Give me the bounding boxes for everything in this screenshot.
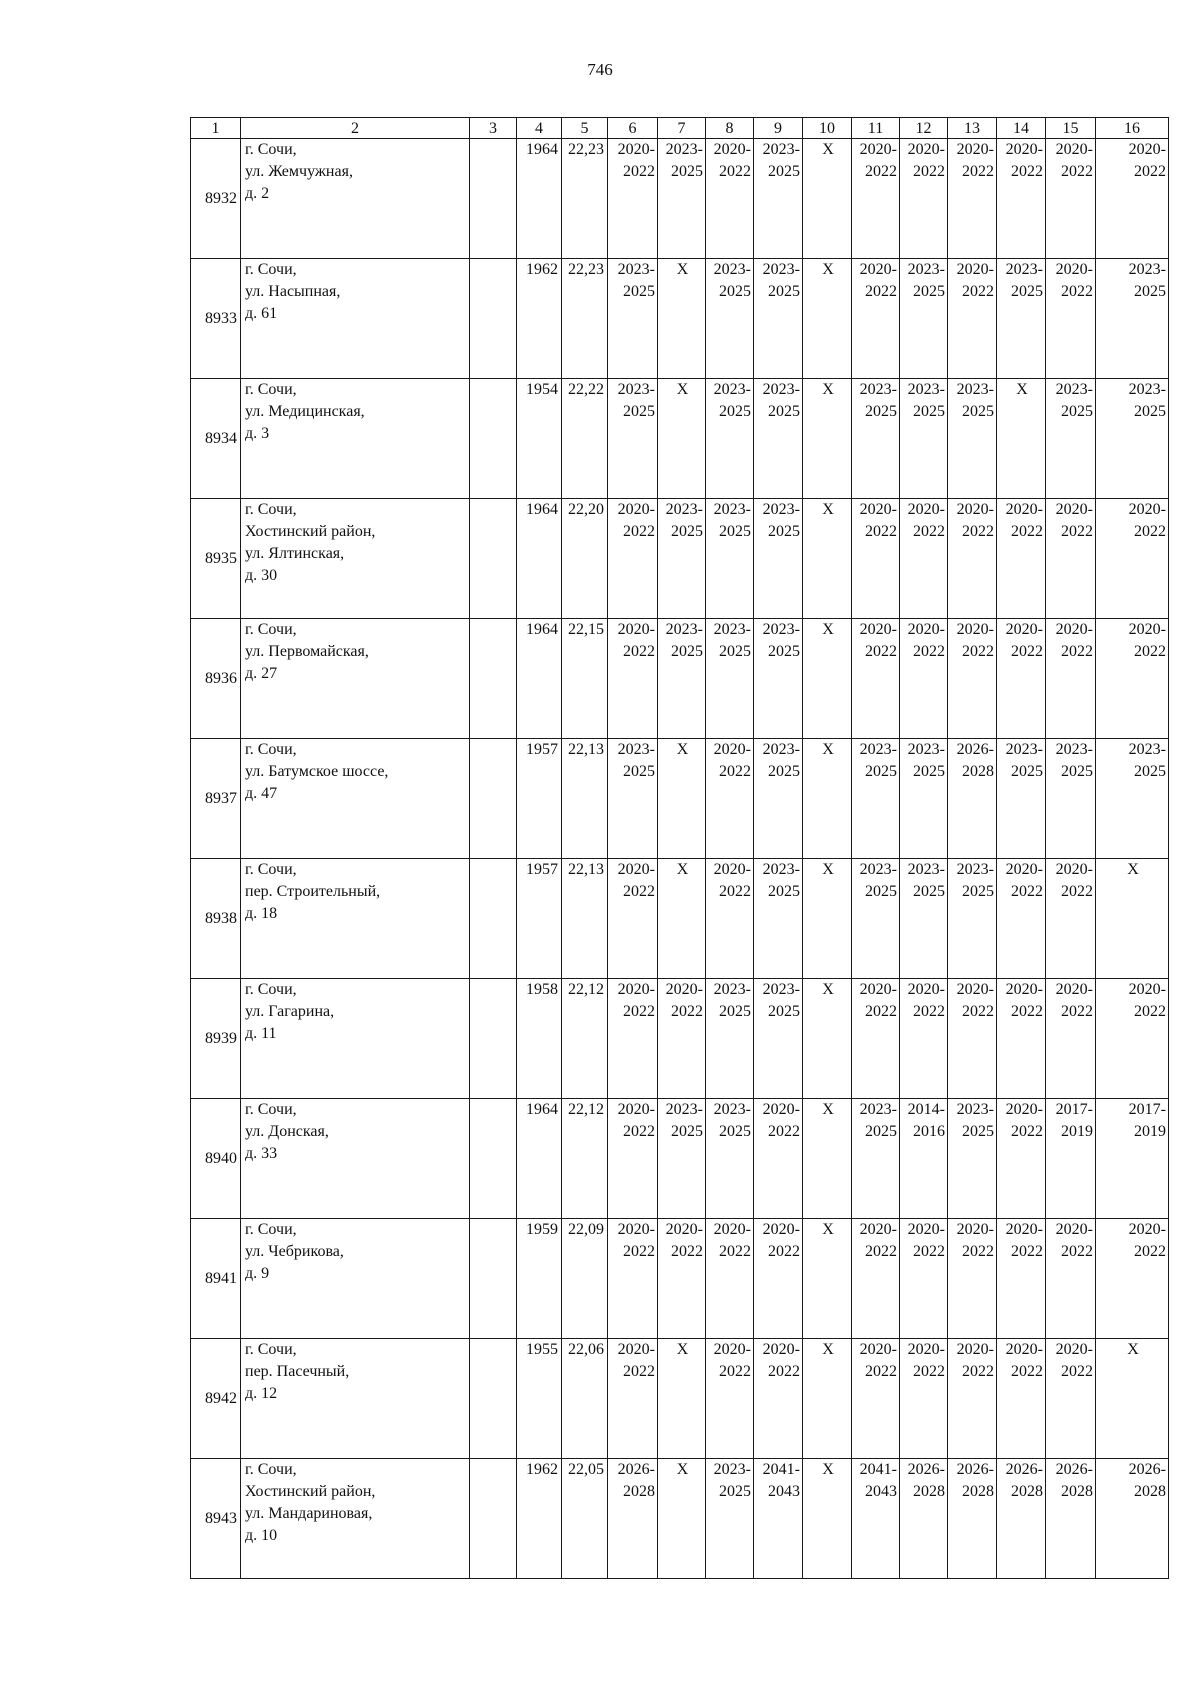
period-cell: 2023- 2025 [1046,379,1096,499]
period-cell: 2023- 2025 [852,1099,900,1219]
table-row [191,379,1169,499]
period-cell: 2023- 2025 [608,739,658,859]
period-cell: 2026- 2028 [608,1459,658,1579]
record-number: 8932 [191,139,241,259]
address-cell: г. Сочи, ул. Первомайская, д. 27 [241,619,470,739]
period-cell: 2020- 2022 [1046,499,1096,619]
period-cell: 2020- 2022 [608,139,658,259]
period-cell: 2020- 2022 [997,859,1046,979]
build-year-cell: 1962 [517,1459,562,1579]
period-cell: 2020- 2022 [852,979,900,1099]
period-cell: 2020- 2022 [706,859,754,979]
address-cell: г. Сочи, Хостинский район, ул. Мандариновая, д. 10 [241,1459,470,1579]
period-cell: 2020- 2022 [706,139,754,259]
value-cell: 22,12 [562,1099,608,1219]
address-cell: г. Сочи, ул. Медицинская, д. 3 [241,379,470,499]
column-3-cell [470,1099,517,1219]
period-cell: 2023- 2025 [706,1459,754,1579]
table-row [191,259,1169,379]
table-row [191,619,1169,739]
period-cell: 2020- 2022 [754,1339,803,1459]
period-cell: 2020- 2022 [1046,859,1096,979]
column-3-cell [470,379,517,499]
period-cell: 2023- 2025 [900,859,948,979]
address-cell: г. Сочи, ул. Насыпная, д. 61 [241,259,470,379]
period-cell: 2020- 2022 [948,979,997,1099]
period-cell: 2014- 2016 [900,1099,948,1219]
column-header: 14 [997,118,1046,139]
period-cell: X [803,499,852,619]
value-cell: 22,23 [562,259,608,379]
value-cell: 22,05 [562,1459,608,1579]
period-cell: 2020- 2022 [1096,139,1169,259]
record-number: 8939 [191,979,241,1099]
period-cell: 2020- 2022 [997,1339,1046,1459]
period-cell: 2020- 2022 [754,1099,803,1219]
period-cell: 2020- 2022 [754,1219,803,1339]
period-cell: 2023- 2025 [900,739,948,859]
table-row [191,739,1169,859]
period-cell: 2023- 2025 [852,739,900,859]
period-cell: 2023- 2025 [608,379,658,499]
period-cell: 2041- 2043 [852,1459,900,1579]
column-header: 9 [754,118,803,139]
build-year-cell: 1957 [517,739,562,859]
period-cell: 2023- 2025 [706,259,754,379]
period-cell: 2023- 2025 [1096,379,1169,499]
period-cell: 2026- 2028 [1046,1459,1096,1579]
column-header: 8 [706,118,754,139]
table-row [191,1099,1169,1219]
period-cell: 2023- 2025 [754,859,803,979]
value-cell: 22,20 [562,499,608,619]
period-cell: 2020- 2022 [948,619,997,739]
period-cell: 2026- 2028 [948,1459,997,1579]
column-3-cell [470,499,517,619]
period-cell: 2023- 2025 [900,379,948,499]
period-cell: 2020- 2022 [997,619,1046,739]
period-cell: 2023- 2025 [754,619,803,739]
period-cell: 2020- 2022 [1046,619,1096,739]
column-header: 12 [900,118,948,139]
period-cell: 2020- 2022 [608,1219,658,1339]
period-cell: 2023- 2025 [754,139,803,259]
period-cell: X [658,859,706,979]
period-cell: X [1096,1339,1169,1459]
value-cell: 22,22 [562,379,608,499]
period-cell: 2020- 2022 [852,139,900,259]
period-cell: 2020- 2022 [948,259,997,379]
period-cell: 2023- 2025 [754,979,803,1099]
period-cell: 2020- 2022 [1046,1219,1096,1339]
period-cell: 2020- 2022 [997,1219,1046,1339]
record-number: 8941 [191,1219,241,1339]
period-cell: 2023- 2025 [706,1099,754,1219]
period-cell: 2020- 2022 [658,1219,706,1339]
period-cell: 2020- 2022 [852,259,900,379]
period-cell: 2020- 2022 [608,1099,658,1219]
period-cell: X [803,1459,852,1579]
period-cell: 2020- 2022 [997,979,1046,1099]
period-cell: 2020- 2022 [706,739,754,859]
record-number: 8936 [191,619,241,739]
record-number: 8935 [191,499,241,619]
period-cell: 2020- 2022 [1096,499,1169,619]
period-cell: 2023- 2025 [658,499,706,619]
period-cell: 2020- 2022 [900,1219,948,1339]
period-cell: X [803,619,852,739]
period-cell: X [658,739,706,859]
column-3-cell [470,1459,517,1579]
address-cell: г. Сочи, ул. Жемчужная, д. 2 [241,139,470,259]
period-cell: 2020- 2022 [1096,619,1169,739]
period-cell: 2020- 2022 [1046,979,1096,1099]
value-cell: 22,12 [562,979,608,1099]
period-cell: 2020- 2022 [900,139,948,259]
column-3-cell [470,619,517,739]
period-cell: 2020- 2022 [948,1339,997,1459]
period-cell: 2023- 2025 [754,379,803,499]
period-cell: X [803,979,852,1099]
build-year-cell: 1955 [517,1339,562,1459]
period-cell: X [803,139,852,259]
record-number: 8940 [191,1099,241,1219]
period-cell: 2023- 2025 [706,499,754,619]
column-header: 3 [470,118,517,139]
period-cell: 2020- 2022 [852,1339,900,1459]
value-cell: 22,09 [562,1219,608,1339]
period-cell: X [658,379,706,499]
column-3-cell [470,739,517,859]
period-cell: X [803,259,852,379]
column-header: 1 [191,118,241,139]
column-header: 7 [658,118,706,139]
column-3-cell [470,979,517,1099]
column-header: 11 [852,118,900,139]
period-cell: 2020- 2022 [948,499,997,619]
period-cell: 2017- 2019 [1046,1099,1096,1219]
period-cell: 2020- 2022 [997,1099,1046,1219]
period-cell: 2023- 2025 [948,859,997,979]
build-year-cell: 1957 [517,859,562,979]
period-cell: X [803,379,852,499]
record-number: 8942 [191,1339,241,1459]
period-cell: X [997,379,1046,499]
column-header: 5 [562,118,608,139]
page-number: 746 [587,60,613,79]
address-cell: г. Сочи, ул. Донская, д. 33 [241,1099,470,1219]
period-cell: 2023- 2025 [608,259,658,379]
period-cell: 2020- 2022 [997,499,1046,619]
column-header: 16 [1096,118,1169,139]
period-cell: X [658,259,706,379]
period-cell: 2020- 2022 [1096,1219,1169,1339]
period-cell: 2023- 2025 [900,259,948,379]
column-3-cell [470,859,517,979]
period-cell: 2020- 2022 [706,1339,754,1459]
column-header: 15 [1046,118,1096,139]
period-cell: 2023- 2025 [706,979,754,1099]
period-cell: 2023- 2025 [1096,259,1169,379]
period-cell: 2020- 2022 [900,979,948,1099]
period-cell: 2023- 2025 [658,619,706,739]
table-row [191,499,1169,619]
period-cell: X [803,859,852,979]
period-cell: 2023- 2025 [658,139,706,259]
address-cell: г. Сочи, пер. Строительный, д. 18 [241,859,470,979]
column-3-cell [470,259,517,379]
record-number: 8943 [191,1459,241,1579]
period-cell: 2023- 2025 [948,379,997,499]
period-cell: 2023- 2025 [754,499,803,619]
table-row [191,859,1169,979]
build-year-cell: 1962 [517,259,562,379]
period-cell: 2020- 2022 [608,499,658,619]
table-row [191,139,1169,259]
record-number: 8938 [191,859,241,979]
period-cell: 2020- 2022 [1046,1339,1096,1459]
value-cell: 22,23 [562,139,608,259]
period-cell: 2020- 2022 [608,619,658,739]
period-cell: 2023- 2025 [1046,739,1096,859]
period-cell: 2020- 2022 [948,139,997,259]
build-year-cell: 1964 [517,499,562,619]
period-cell: 2020- 2022 [1046,259,1096,379]
address-cell: г. Сочи, ул. Гагарина, д. 11 [241,979,470,1099]
period-cell: X [803,1099,852,1219]
period-cell: 2020- 2022 [608,859,658,979]
period-cell: 2023- 2025 [997,259,1046,379]
period-cell: X [1096,859,1169,979]
period-cell: X [803,1339,852,1459]
period-cell: 2023- 2025 [997,739,1046,859]
table-header-row [191,118,1169,139]
period-cell: 2020- 2022 [900,499,948,619]
column-header: 13 [948,118,997,139]
column-header: 6 [608,118,658,139]
period-cell: 2020- 2022 [1046,139,1096,259]
register-table [190,117,1169,1579]
period-cell: 2020- 2022 [852,619,900,739]
column-3-cell [470,139,517,259]
period-cell: 2023- 2025 [754,259,803,379]
build-year-cell: 1964 [517,139,562,259]
period-cell: 2026- 2028 [948,739,997,859]
period-cell: 2020- 2022 [1096,979,1169,1099]
table-row [191,1339,1169,1459]
period-cell: 2026- 2028 [997,1459,1046,1579]
period-cell: 2023- 2025 [706,619,754,739]
value-cell: 22,13 [562,739,608,859]
period-cell: 2023- 2025 [852,379,900,499]
table-row [191,979,1169,1099]
period-cell: 2023- 2025 [754,739,803,859]
build-year-cell: 1964 [517,1099,562,1219]
period-cell: 2023- 2025 [1096,739,1169,859]
column-3-cell [470,1219,517,1339]
table-row [191,1459,1169,1579]
period-cell: 2026- 2028 [900,1459,948,1579]
period-cell: 2020- 2022 [852,1219,900,1339]
period-cell: X [803,739,852,859]
value-cell: 22,15 [562,619,608,739]
period-cell: X [803,1219,852,1339]
period-cell: 2020- 2022 [997,139,1046,259]
address-cell: г. Сочи, пер. Пасечный, д. 12 [241,1339,470,1459]
period-cell: 2041- 2043 [754,1459,803,1579]
period-cell: 2017- 2019 [1096,1099,1169,1219]
column-header: 10 [803,118,852,139]
period-cell: 2023- 2025 [948,1099,997,1219]
period-cell: 2020- 2022 [900,619,948,739]
period-cell: 2020- 2022 [658,979,706,1099]
address-cell: г. Сочи, ул. Батумское шоссе, д. 47 [241,739,470,859]
period-cell: 2023- 2025 [658,1099,706,1219]
period-cell: 2020- 2022 [948,1219,997,1339]
value-cell: 22,06 [562,1339,608,1459]
period-cell: 2020- 2022 [852,499,900,619]
value-cell: 22,13 [562,859,608,979]
column-3-cell [470,1339,517,1459]
period-cell: 2026- 2028 [1096,1459,1169,1579]
period-cell: X [658,1459,706,1579]
build-year-cell: 1954 [517,379,562,499]
period-cell: 2023- 2025 [706,379,754,499]
column-header: 4 [517,118,562,139]
column-header: 2 [241,118,470,139]
record-number: 8934 [191,379,241,499]
period-cell: 2023- 2025 [852,859,900,979]
build-year-cell: 1958 [517,979,562,1099]
period-cell: 2020- 2022 [608,1339,658,1459]
record-number: 8937 [191,739,241,859]
address-cell: г. Сочи, Хостинский район, ул. Ялтинская, д. 30 [241,499,470,619]
period-cell: 2020- 2022 [608,979,658,1099]
build-year-cell: 1959 [517,1219,562,1339]
period-cell: 2020- 2022 [900,1339,948,1459]
period-cell: X [658,1339,706,1459]
address-cell: г. Сочи, ул. Чебрикова, д. 9 [241,1219,470,1339]
build-year-cell: 1964 [517,619,562,739]
period-cell: 2020- 2022 [706,1219,754,1339]
table-row [191,1219,1169,1339]
record-number: 8933 [191,259,241,379]
